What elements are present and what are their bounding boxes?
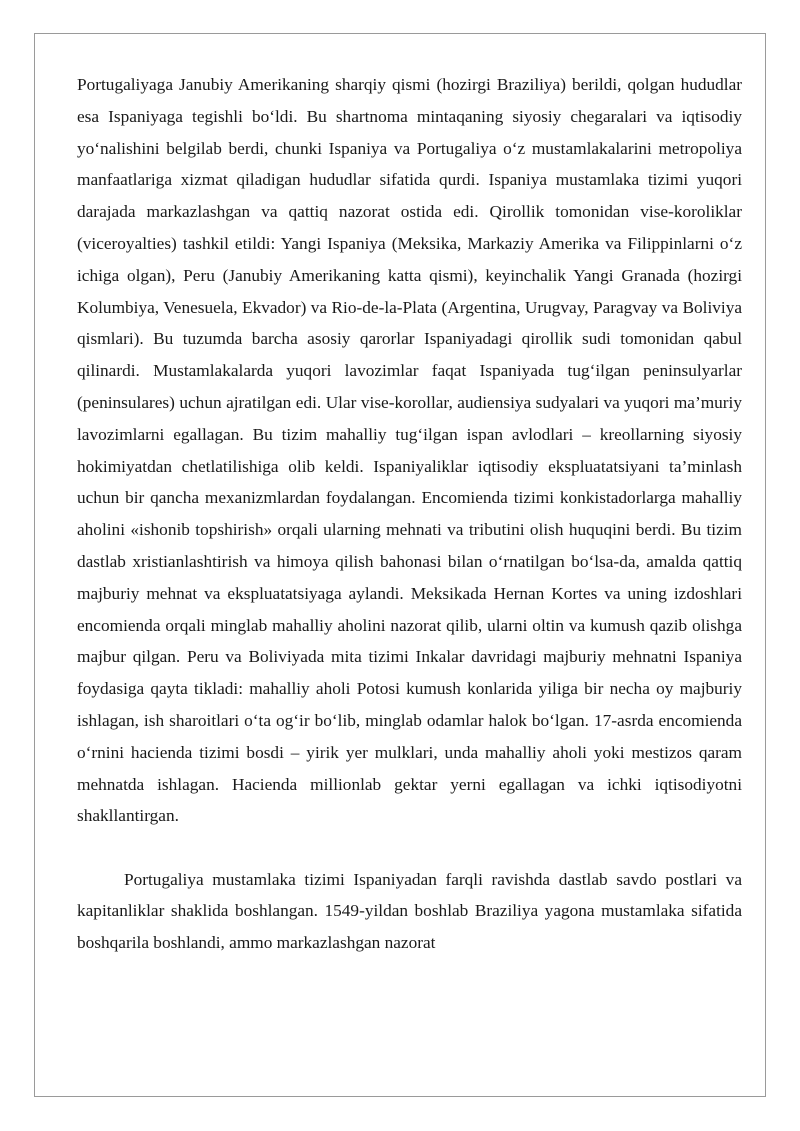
paragraph-2: Portugaliya mustamlaka tizimi Ispaniyadan farqli ravishda dastlab savdo postlari va kapitanliklar shaklida boshlangan. 1549-yildan boshlab Braziliya yagona mustamlaka sifatida boshqarila boshlandi, ammo markazlashgan nazorat (77, 869, 742, 953)
paragraph-1: Portugaliyaga Janubiy Amerikaning sharqiy qismi (hozirgi Braziliya) berildi, qolgan hududlar esa Ispaniyaga tegishli bo‘ldi. Bu shartnoma mintaqaning siyosiy chegaralari va iqtisodiy yo‘nalishini belgilab berdi, chunki Ispaniya va Portugaliya o‘z mustamlakalarini metropoliya manfaatlariga xizmat qiladigan hududlar sifatida qurdi. Ispaniya mustamlaka tizimi yuqori darajada markazlashgan va qattiq nazorat ostida edi. Qirollik tomonidan vise-koroliklar (viceroyalties) tashkil etildi: Yangi Ispaniya (Meksika, Markaziy Amerika va Filippinlarni o‘z ichiga olgan), Peru (Janubiy Amerikaning katta qismi), keyinchalik Yangi Granada (hozirgi Kolumbiya, Venesuela, Ekvador) va Rio-de-la-Plata (Argentina, Urugvay, Paragvay va Boliviya qismlari). Bu tuzumda barcha asosiy qarorlar Ispaniyadagi qirollik sudi tomonidan qabul qilinardi. Mustamlakalarda yuqori lavozimlar faqat Ispaniyada tug‘ilgan peninsulyarlar (peninsulares) uchun ajratilgan edi. Ular vise-korollar, audiensiya sudyalari va yuqori ma’muriy lavozimlarni egallagan. Bu tizim mahalliy tug‘ilgan ispan avlodlari – kreollarning siyosiy hokimiyatdan chetlatilishiga olib keldi. Ispaniyaliklar iqtisodiy ekspluatatsiyani ta’minlash uchun bir qancha mexanizmlardan foydalangan. Encomienda tizimi konkistadorlarga mahalliy aholini «ishonib topshirish» orqali ularning mehnati va tributini olish huquqini berdi. Bu tizim dastlab xristianlashtirish va himoya qilish bahonasi bilan o‘rnatilgan bo‘lsa-da, amalda qattiq majburiy mehnat va ekspluatatsiyaga aylandi. Meksikada Hernan Kortes va uning izdoshlari encomienda orqali minglab mahalliy aholini nazorat qilib, ularni oltin va kumush qazib olishga majbur qilgan. Peru va Boliviyada mita tizimi Inkalar davridagi majburiy mehnatni Ispaniya foydasiga qayta tikladi: mahalliy aholi Potosi kumush konlarida yiliga bir necha oy majburiy ishlagan, ish sharoitlari o‘ta og‘ir bo‘lib, minglab odamlar halok bo‘lgan. 17-asrda encomienda o‘rnini hacienda tizimi bosdi – yirik yer mulklari, unda mahalliy aholi yoki mestizos qaram mehnatda ishlagan. Hacienda millionlab gektar yerni egallagan va ichki iqtisodiyotni shakllantirgan. (77, 75, 742, 826)
document-body (77, 69, 742, 959)
